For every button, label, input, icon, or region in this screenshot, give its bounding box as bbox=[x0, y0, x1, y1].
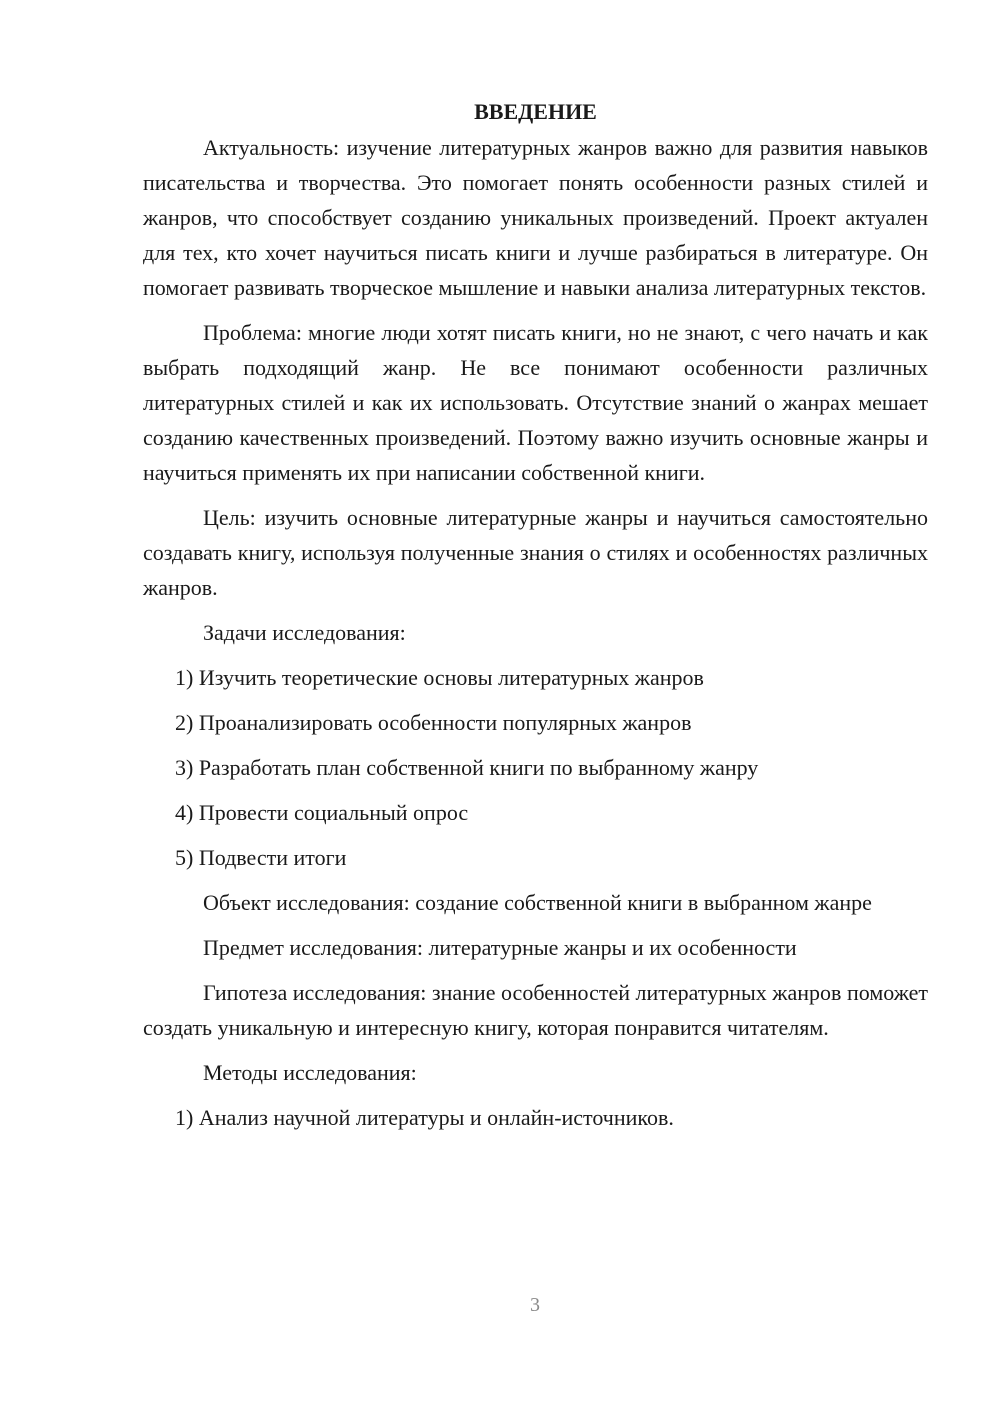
subject-paragraph: Предмет исследования: литературные жанры и их особенности bbox=[203, 935, 797, 960]
task-item: 1) Изучить теоретические основы литературных жанров bbox=[175, 665, 704, 690]
task-item: 4) Провести социальный опрос bbox=[175, 800, 469, 825]
document-body bbox=[143, 94, 928, 1145]
relevance-paragraph: Актуальность: изучение литературных жанров важно для развития навыков писательства и творчества. Это помогает понять особенности разных стилей и жанров, что способствует созданию уникальных произведений. Проект актуален для тех, кто хочет научиться писать книги и лучше разбираться в литературе. Он помогает развивать творческое мышление и навыки анализа литературных текстов. bbox=[143, 135, 928, 300]
methods-heading: Методы исследования: bbox=[203, 1060, 417, 1085]
tasks-heading: Задачи исследования: bbox=[203, 620, 406, 645]
goal-paragraph: Цель: изучить основные литературные жанры и научиться самостоятельно создавать книгу, используя полученные знания о стилях и особенностях различных жанров. bbox=[143, 505, 928, 600]
hypothesis-paragraph: Гипотеза исследования: знание особенностей литературных жанров поможет создать уникальную и интересную книгу, которая понравится читателям. bbox=[143, 980, 928, 1040]
method-item: 1) Анализ научной литературы и онлайн-источников. bbox=[175, 1105, 674, 1130]
task-item: 5) Подвести итоги bbox=[175, 845, 347, 870]
problem-paragraph: Проблема: многие люди хотят писать книги, но не знают, с чего начать и как выбрать подходящий жанр. Не все понимают особенности различных литературных стилей и как их использовать. Отсутствие знаний о жанрах мешает созданию качественных произведений. Поэтому важно изучить основные жанры и научиться применять их при написании собственной книги. bbox=[143, 320, 928, 485]
task-item: 2) Проанализировать особенности популярных жанров bbox=[175, 710, 692, 735]
section-title: ВВЕДЕНИЕ bbox=[474, 99, 597, 124]
page-number: 3 bbox=[530, 1294, 540, 1316]
object-paragraph: Объект исследования: создание собственной книги в выбранном жанре bbox=[203, 890, 872, 915]
task-item: 3) Разработать план собственной книги по выбранному жанру bbox=[175, 755, 759, 780]
